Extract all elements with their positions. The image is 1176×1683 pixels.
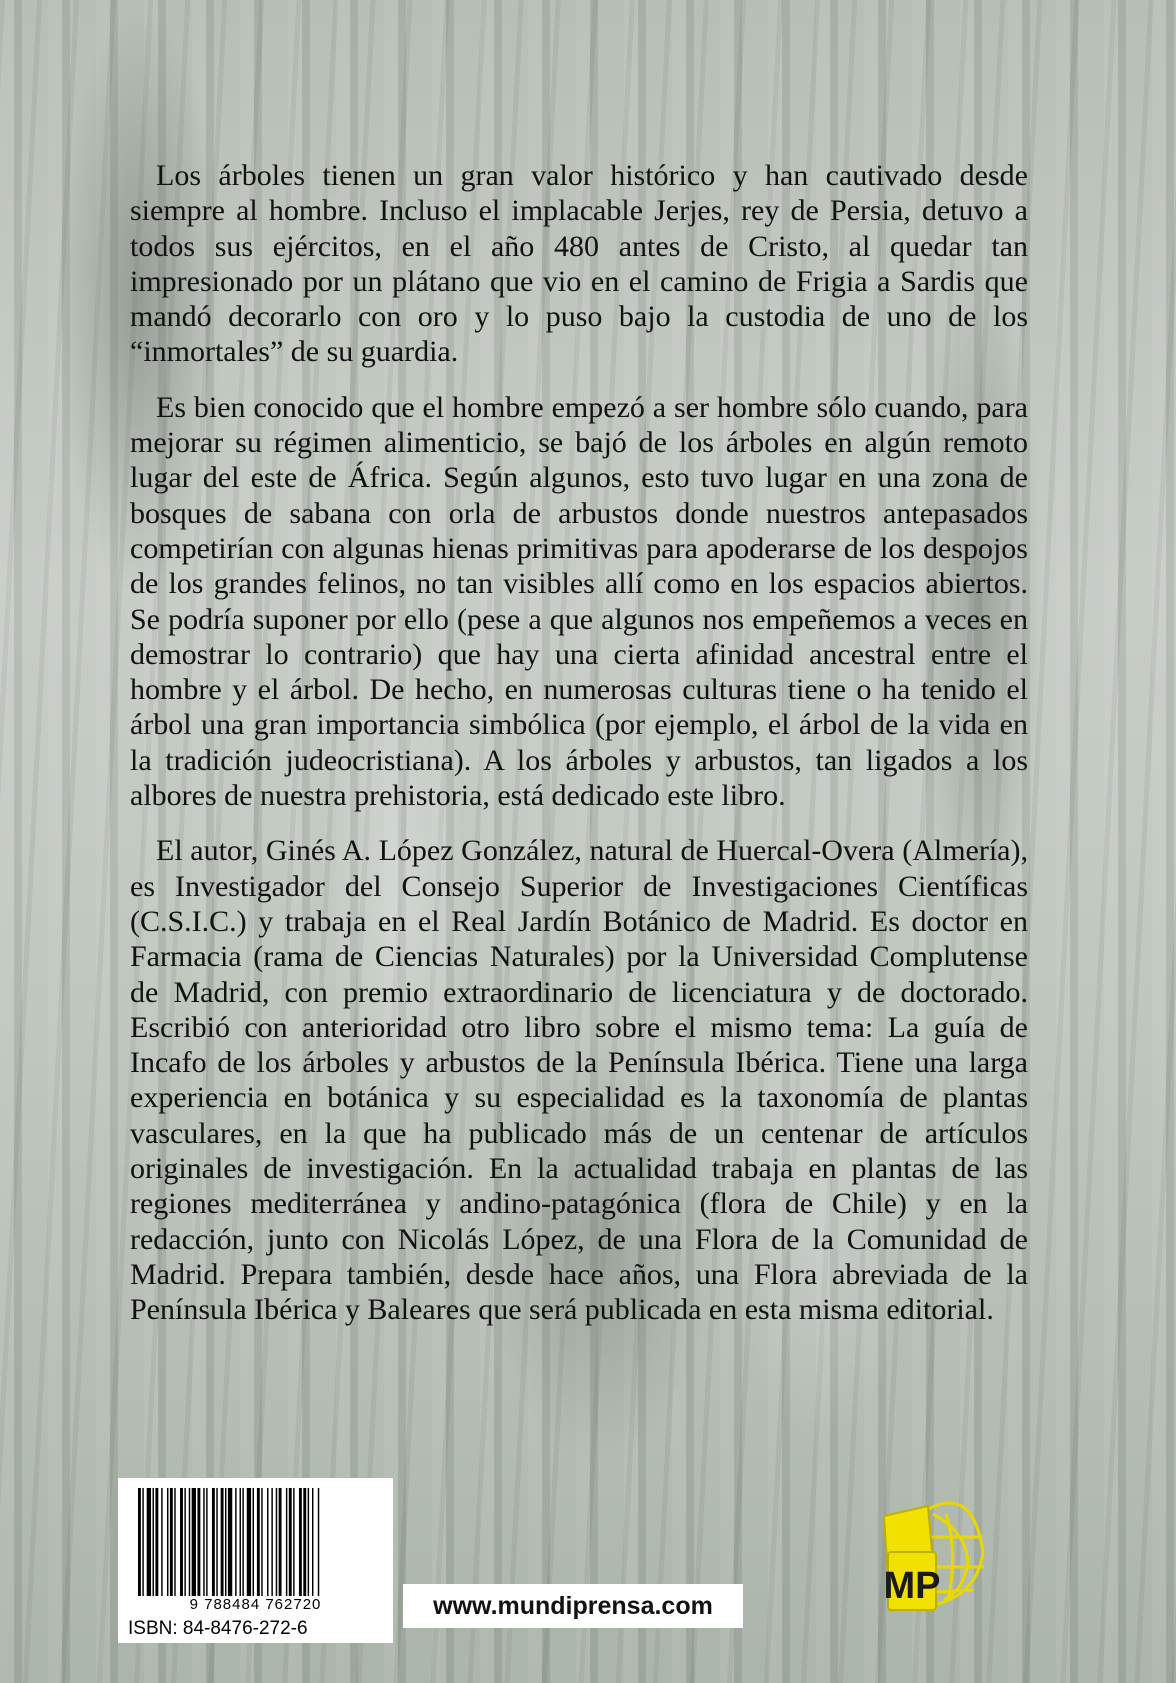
paragraph-evolution: Es bien conocido que el hombre empezó a ser hombre sólo cuando, para mejorar su régimen alimenticio, se bajó de los árboles en algún remoto lugar del este de África. Según algunos, esto tuvo lugar en una zona de bosques de sabana con orla de arbustos donde nuestros antepasados competirían con algunas hienas primitivas para apoderarse de los despojos de los grandes felinos, no tan visibles allí como en los espacios abiertos. Se podría suponer por ello (pese a que algunos nos empeñemos a veces en demostrar lo contrario) que hay una cierta afinidad ancestral entre el hombre y el árbol. De hecho, en numerosas culturas tiene o ha tenido el árbol una gran importancia simbólica (por ejemplo, el árbol de la vida en la tradición judeocristiana). A los árboles y arbustos, tan ligados a los albores de nuestra prehistoria, está dedicado este libro.	[130, 390, 1028, 813]
barcode-bars	[138, 1488, 376, 1596]
website-url: www.mundiprensa.com	[403, 1584, 743, 1628]
back-cover-text	[130, 158, 1028, 1348]
logo-text: MP	[883, 1565, 941, 1607]
barcode-number: 9 788484 762720	[189, 1596, 322, 1613]
paragraph-history: Los árboles tienen un gran valor histórico y han cautivado desde siempre al hombre. Incluso el implacable Jerjes, rey de Persia, detuvo a todos sus ejércitos, en el año 480 antes de Cristo, al quedar tan impresionado por un plátano que vio en el camino de Frigia a Sardis que mandó decorarlo con oro y lo puso bajo la custodia de uno de los “inmortales” de su guardia.	[130, 159, 1028, 369]
publisher-logo-icon	[878, 1492, 990, 1616]
isbn: ISBN: 84-8476-272-6	[128, 1618, 308, 1639]
barcode	[118, 1478, 393, 1643]
paragraph-author: El autor, Ginés A. López González, natural de Huercal-Overa (Almería), es Investigador del Consejo Superior de Investigaciones Científicas (C.S.I.C.) y trabaja en el Real Jardín Botánico de Madrid. Es doctor en Farmacia (rama de Ciencias Naturales) por la Universidad Complutense de Madrid, con premio extraordinario de licenciatura y de doctorado. Escribió con anterioridad otro libro sobre el mismo tema: La guía de Incafo de los árboles y arbustos de la Península Ibérica. Tiene una larga experiencia en botánica y su especialidad es la taxonomía de plantas vasculares, en la que ha publicado más de un centenar de artículos originales de investigación. En la actualidad trabaja en plantas de las regiones mediterránea y andino-patagónica (flora de Chile) y en la redacción, junto con Nicolás López, de una Flora de la Comunidad de Madrid. Prepara también, desde hace años, una Flora abreviada de la Península Ibérica y Baleares que será publicada en esta misma editorial.	[130, 834, 1028, 1327]
